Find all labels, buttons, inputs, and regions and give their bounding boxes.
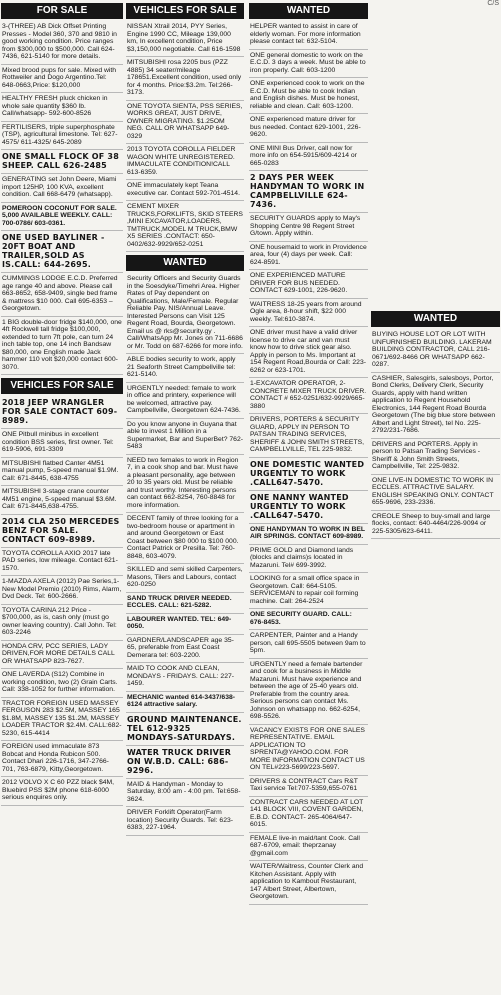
section-header-vehicles-for-sale: VEHICLES FOR SALE <box>126 3 244 19</box>
classified-ad: SECURITY GUARDS apply to May's Shopping Centre 98 Regent Street G/town. Apply within. <box>249 215 368 242</box>
classified-ad: ONE DOMESTIC WANTED URGENTLY TO WORK .CALL647-5470. <box>249 460 368 491</box>
ads-list-for-sale <box>1 23 123 375</box>
classified-ad: GENERATING set John Deere, Miami import 125HP, 100 KVA, excellent condition. Call 668-6479 (whatsapp). <box>1 176 123 203</box>
column-2 <box>126 0 244 995</box>
section-header-for-sale: FOR SALE <box>1 3 123 19</box>
classified-ad: NISSAN Xtrail 2014, PYY Series, Engine 1990 CC, Mileage 139,000 km, In excellent condition, Price $3,150,000 negotiable. Call 616-1598 <box>126 23 244 57</box>
section-header-wanted: WANTED <box>371 311 500 327</box>
classified-ad: ONE general domestic to work on the E.C.D. 3 days a week. Must be able to iron properly. Call: 603-1200 <box>249 52 368 79</box>
classified-ad: DRIVER Forklift Operator(Farm location) Security Guards. Tel: 623-6383, 227-1964. <box>126 809 244 836</box>
classified-ad: ONE LAVERDA (S12) Combine in working condition, two (2) Grain Carts. Call: 338-1052 for further information. <box>1 671 123 698</box>
ads-list-vehicles <box>1 398 123 806</box>
classified-ad: DRIVERS and PORTERS. Apply in person to Patsan Trading Services - Sheriff & John Smith Streets, Campbellville, Tel: 225-9832. <box>371 441 500 475</box>
classified-ad: BUYING HOUSE LOT OR LOT WITH UNFURNISHED BUILDING. LAKERAM BUILDING CONTRACTOR, CALL 216-0671/692-8466 OR WHATSAPP 662-0287. <box>371 331 500 373</box>
classified-ad: 3-(THREE) AB Dick Offset Printing Presses - Model 360, 370 and 9810 in good working condition. Price ranges from $300,000 to $500,000. Call 624-7436, 621-5140 for more details. <box>1 23 123 65</box>
classified-ad: ONE LIVE-IN DOMESTIC TO WORK IN ECCLES. ATTRACTIVE SALARY. ENGLISH SPEAKING ONLY. CONTACT 655-9696, 233-2336. <box>371 477 500 511</box>
ads-list-vehicles <box>126 23 244 252</box>
ads-list-wanted <box>126 275 244 836</box>
classified-ad: WAITER/Waitress, Counter Clerk and Kitchen Assistant. Apply with application to Kambout Restaurant, 147 Albert Street, Albertown, Georgetown. <box>249 863 368 905</box>
classified-ad: LABOURER WANTED. TEL: 649-0050. <box>126 616 244 635</box>
column-1 <box>1 0 123 995</box>
classified-ad: MECHANIC wanted 614-3437/638-6124 attractive salary. <box>126 694 244 713</box>
classified-ad: NEED two females to work in Region 7, in a cook shop and bar. Must have a pleasant personality, age between 20 to 35 years old. Must be reliable and trust worthy. Interesting persons can contact 662-8254, 760-8848 for more information. <box>126 457 244 514</box>
classified-ad: ONE USED BAYLINER - 20FT BOAT AND TRAILER,SOLD AS IS.CALL: 644-2695. <box>1 233 123 273</box>
classified-ad: Do you know anyone in Guyana that able to invest 1 Million in a Supermarket, Bar and SuperBet? 762-5483 <box>126 421 244 455</box>
column-3 <box>249 0 368 995</box>
classified-ad: HEALTHY FRESH pluck chicken in whole sale quantity $360 lb. Call/whatsapp- 592-600-8526 <box>1 95 123 122</box>
classified-ad: TRACTOR FOREIGN USED MASSEY FERGUSON 283 $2.5M, MASSEY 165 $1.8M, MASSEY 135 $1.2M, MASSEY LOADER TRACTOR $2.4M. CALL:682-5230, 615-4414 <box>1 700 123 742</box>
classified-ad: GARDNER/LANDSCAPER age 35-65, preferable from East Coast Demerara tel: 603-2200. <box>126 637 244 664</box>
classified-ad: 2 DAYS PER WEEK HANDYMAN TO WORK IN CAMPBELLVILLE 624-7436. <box>249 173 368 213</box>
classified-ad: 2013 TOYOTA COROLLA FIELDER WAGON WHITE UNREGISTERED. IMMACULATE CONDITION!CALL 613-6359. <box>126 146 244 180</box>
classified-ad: FOREIGN used immaculate 873 Bobcat and Honda Rubicon 500. Contact Dhari 226-1716, 347-2766-701, 763-6879, Kitty,Georgetown. <box>1 743 123 777</box>
page-number: C/S <box>487 0 499 7</box>
classified-ad: 2018 JEEP WRANGLER FOR SALE CONTACT 609-8989. <box>1 398 123 429</box>
classified-ad: 2014 CLA 250 MERCEDES BENZ FOR SALE. CONTACT 609-8989. <box>1 517 123 548</box>
classified-ad: ONE EXPERIENCED MATURE DRIVER FOR BUS NEEDED. CONTACT 629-1001, 226-9620. <box>249 272 368 299</box>
classified-ad: ONE SMALL FLOCK OF 38 SHEEP. CALL 626-2485 <box>1 152 123 174</box>
classified-ad: FEMALE live-in maid/tant Cook. Call 687-6709, email: theprzanay @gmail.com <box>249 835 368 862</box>
classified-ad: LOOKING for a small office space in Georgetown. Call: 664-5105. SERVICEMAN to repair coil forming machine. Call: 264-2524 <box>249 575 368 609</box>
classified-ad: 1-EXCAVATOR OPERATOR, 2- CONCRETE MIXER TRUCK DRIVER. CONTACT # 652-0251/632-9929/665-3880 <box>249 380 368 414</box>
classified-ad: MAID TO COOK AND CLEAN, MONDAYS - FRIDAYS. CALL: 227-1459. <box>126 665 244 692</box>
classified-ad: Mixed brood pups for sale. Mixed with Rottweiler and Dogo Argentino.Tel: 648-0663,Price: $120,000 <box>1 67 123 94</box>
classified-ad: ONE Pitbull minibus in excellent condition BSS series, first owner. Tel: 619-5906, 691-3309 <box>1 431 123 458</box>
classified-ad: TOYOTA CARINA 212 Price - $700,000, as is, cash only (must go owner leaving country). Call John. Tel: 603-2246 <box>1 607 123 641</box>
classified-ad: MITSUBISHI flatbed Canter 4M51 manual pump, 5-speed manual $1.9M. Call: 671-8445, 638-4755 <box>1 460 123 487</box>
classified-ad: CASHIER, Salesgirls, salesboys, Portor, Bond Clerks, Delivery Clerk, Security Guards, apply with hand written application to Regent Household Electronics, 144 Regent Road Bourda Georgetown (The big blue store between Albert and Light Street), tel No. 225-2792/231-7686. <box>371 375 500 439</box>
classified-ad: 1 BIG double-door fridge $140,000, one 4ft Rockwell tall fridge $100,000, extended to turn 7ft pole, can turn 24 inch table top, one 14 inch Bandsaw $80,000, one English made Jack hammer 110 volt $20,000 contact 600-3070. <box>1 319 123 376</box>
classified-ad: CUMMINGS LODGE E.C.D. Preferred age range 40 and above. Please call 663-8652, 658-9409, single bed frame & mattress $10 000. Call 695-6353 – Georgetown. <box>1 275 123 317</box>
section-header-wanted: WANTED <box>126 255 244 271</box>
classified-ad: POMEROON COCONUT FOR SALE. 5,000 AVAILABLE WEEKLY. CALL: 700-0786/ 603-0361. <box>1 205 123 232</box>
classified-ad: MITSUBISHI rosa 2205 bus (PZZ 4885) 34 seater/mileage 178651.Excellent condition, used only for 4 months. Price:$3.2m. Tel:266-3173. <box>126 59 244 101</box>
classified-ad: MAID & Handyman - Monday to Saturday, 8:00 am - 4:00 pm. Tel:658-3624. <box>126 781 244 808</box>
classified-ad: ONE housemaid to work in Providence area, four (4) days per week. Call: 624-8591. <box>249 244 368 271</box>
classified-ad: CEMENT MIXER TRUCKS,FORKLIFTS, SKID STEERS ,MINI EXCAVATOR,LOADERS, TMTRUCK,MODEL M TRUCK,BMW X5 SERIES .CONTACT: 650-0402/632-9929/652-0251 <box>126 203 244 252</box>
classified-ad: SKILLED and semi skilled Carpenters, Masons, Tilers and Labours, contact 620-0250 <box>126 566 244 593</box>
classified-ad: WATER TRUCK DRIVER ON W.B.D. CALL: 686-9296. <box>126 748 244 779</box>
classified-ad: GROUND MAINTENANCE. TEL 612-9325 MONDAYS-SATURDAYS. <box>126 715 244 746</box>
classified-ad: ONE experienced mature driver for bus needed. Contact 629-1001, 226-9620. <box>249 116 368 143</box>
classified-ad: HELPER wanted to assist in care of elderly woman. For more information please contact tel: 632-5104. <box>249 23 368 50</box>
classified-ad: CONTRACT CARS NEEDED AT LOT 141 BLOCK VIII, COVENT GARDEN, E.B.D. CONTACT- 265-4064/647-6015. <box>249 799 368 833</box>
classified-ad: ONE MINI Bus Driver, call now for more info on 654-5915/609-4214 or 665-0283 <box>249 145 368 172</box>
classified-ad: SAND TRUCK DRIVER NEEDED. ECCLES. CALL: 621-5282. <box>126 595 244 614</box>
classified-ad: ONE immaculately kept Teana executive car. Contact 592-701-4514. <box>126 182 244 201</box>
classified-ad: 1-MAZDA AXELA (2012) Pae Series,1- New Model Premio (2010) Rims, Alarm, Dvd Deck. Tel: 600-2666. <box>1 578 123 605</box>
classified-ad: MITSUBISHI 3-stage crane counter 4M51 engine, 5-speed manual $3.6M. Call: 671-8445,638-4755. <box>1 488 123 515</box>
classified-ad: PRIME GOLD and Diamond lands (blocks and claims)s located in Mazaruni. Tel# 699-3992. <box>249 547 368 574</box>
ads-list-wanted <box>371 331 500 539</box>
classified-ad: ONE experienced cook to work on the E.C.D. Must be able to cook Indian and English dishes. Must be honest, reliable and clean. Call: 603-1200. <box>249 80 368 114</box>
classified-ad: WAITRESS 18-25 years from around Ogle area, 8-hour shift, $22 000 weekly. Tel:610-3874. <box>249 301 368 328</box>
classified-ad: ONE NANNY WANTED URGENTLY TO WORK .CALL647-5470. <box>249 493 368 524</box>
classified-ad: 2012 VOLVO X C 60 PZZ black $4M, Bluebird PSS $2M phone 618-6000 serious enquires only. <box>1 779 123 806</box>
classified-ad: DECENT family of three looking for a two-bedroom house or apartment in and around Georgetown or East Coast between $80 000 to $100 000. Contact Patrick or Presilla. Tel: 760-8848, 603-4079. <box>126 515 244 564</box>
classified-ad: TOYOTA COROLLA AXIO 2017 late PAD series, low mileage. Contact 621-1570. <box>1 550 123 577</box>
section-header-wanted: WANTED <box>249 3 368 19</box>
classified-ad: FERTILISERS, triple superphosphate (TSP), agricultural limestone. Tel: 627-4575/ 611-4325/ 645-2089 <box>1 124 123 151</box>
classified-ad: VACANCY EXISTS FOR ONE SALES REPRESENTATIVE. EMAIL APPLICATION TO SPRENTA@YAHOO.COM. FOR MORE INFORMATION CONTACT US ON TEL#223-5699/223-5697. <box>249 727 368 776</box>
classified-ad: ONE driver must have a valid driver license to drive car and van must know how to drive stick gear also. Apply in person to Ms. Important at 154 Regent Road,Bourda or Call: 223-6262 or 623-1701. <box>249 329 368 378</box>
classified-ad: CREOLE Sheep to buy-small and large flocks, contact: 640-4464/226-9094 or 225-5305/623-6411. <box>371 513 500 540</box>
classified-ad: Security Officers and Security Guards in the Soesdyke/Timehri Area. Higher Rates of Pay dependent on Qualifications, Male/Female. Regular Reliable Pay. NIS/Annual Leave. Interested Persons can Visit 125 Regent Road, Bourda, Georgetown. Email us @ rks@security.gy . Call/WhatsApp Mr. Jones on 711-6686 or Mr. Todd on 687-6266 for more info. <box>126 275 244 354</box>
ads-list-wanted <box>249 23 368 905</box>
classified-ad: DRIVERS, PORTERS & SECURITY GUARD, APPLY IN PERSON TO PATSAN TRADING SERVICES, SHERIFF & JOHN SMITH STREETS, CAMPBELLVILLE, TEL 225-9832. <box>249 416 368 458</box>
classified-ad: HONDA CRV, PCC SERIES, LADY DRIVEN,FOR MORE DETAILS CALL OR WHATSAPP 823-7627. <box>1 643 123 670</box>
classified-ad: ONE SECURITY GUARD. CALL: 676-8453. <box>249 611 368 630</box>
classified-ad: URGENTLY need a female bartender and cook for a business in Middle Mazaruni. Must have experience and between the age of 25-40 years old. Preferable from the country area. Serious persons can contact Ms. Johnson on whatsapp no. 662-6254, 698-5526. <box>249 661 368 725</box>
column-4 <box>371 0 500 995</box>
classified-ad: URGENTLY needed: female to work in office and printery, experience will be welcomed, attractive pay. Campbellville, Georgetown 624-7436. <box>126 385 244 419</box>
classified-ad: CARPENTER, Painter and a Handy person, call 695-5505 between 9am to 5pm. <box>249 632 368 659</box>
classified-ad: ONE TOYOTA SIENTA, PSS SERIES, WORKS GREAT, JUST DRIVE, OWNER MIGRATING. $1.25OM NEG. CALL OR WHATSAPP 649-0329 <box>126 103 244 145</box>
classified-ad: DRIVERS & CONTRACT Cars R&T Taxi service Tel:707-5359,655-0761 <box>249 778 368 797</box>
section-header-vehicles-for-sale: VEHICLES FOR SALE <box>1 378 123 394</box>
blank-space <box>371 0 500 308</box>
classified-ad: ABLE bodies security to work, apply 21 Seaforth Street Campbellville tel: 621-5140. <box>126 356 244 383</box>
classified-ad: ONE HANDYMAN TO WORK IN BEL AIR SPRINGS. CONTACT 609-8989. <box>249 526 368 545</box>
